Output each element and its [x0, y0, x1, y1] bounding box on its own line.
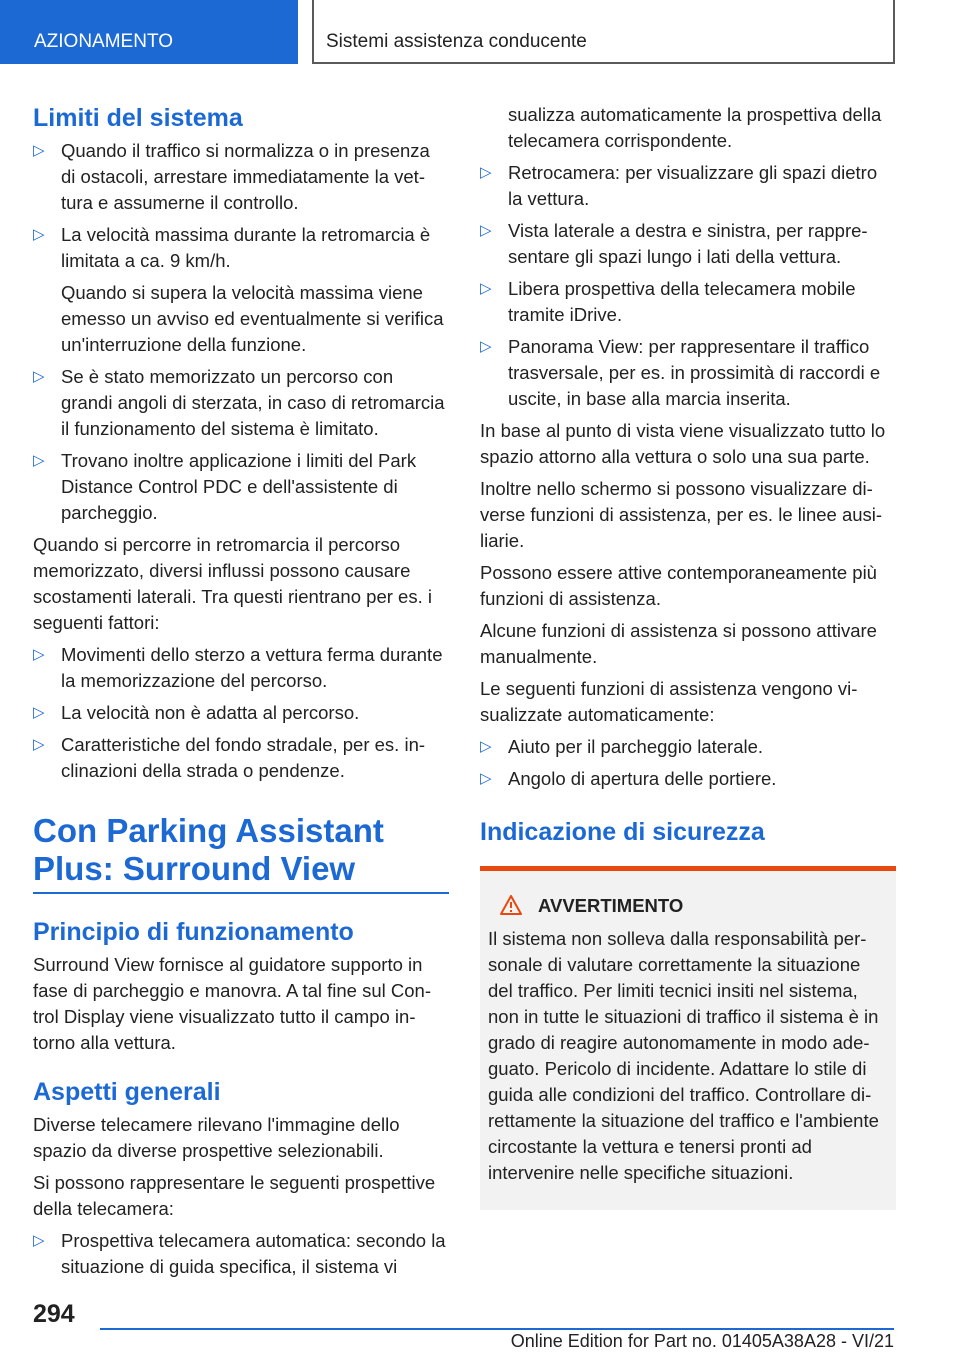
footer-divider — [100, 1328, 894, 1330]
list-item: ▷ Vista laterale a destra e sinistra, per rappresentare gli spazi lungo i lati della vettura. — [480, 220, 868, 267]
prospettive-list-start — [33, 1228, 449, 1280]
warning-box — [480, 866, 896, 1210]
triangle-bullet-icon: ▷ — [480, 770, 492, 787]
triangle-bullet-icon: ▷ — [480, 280, 492, 297]
aspetti-paragraph-1: Diverse telecamere rilevano l'immagine dello spazio da diverse prospettive selezionabili. — [33, 1114, 400, 1161]
list-item: ▷ Trovano inoltre applicazione i limiti del Park Distance Control PDC e dell'assistente di parcheggio. — [33, 450, 417, 523]
section-tab — [0, 0, 298, 64]
list-item: ▷ La velocità massima durante la retromarcia è limitata a ca. 9 km/h. Quando si supera la velocità massima viene emesso un avviso ed eventualmente si verifica un'interruzione della funzione. — [33, 222, 449, 358]
limiti-list — [33, 138, 449, 526]
section-label: AZIONAMENTO — [34, 31, 173, 52]
triangle-bullet-icon: ▷ — [33, 646, 45, 663]
list-item: ▷ Movimenti dello sterzo a vettura ferma durante la memorizzazione del percorso. — [33, 644, 443, 691]
page-number: 294 — [33, 1300, 75, 1328]
list-item-continuation: sualizza automaticamente la prospettiva della telecamera corrispondente. — [508, 104, 882, 151]
list-item: ▷ Panorama View: per rappresentare il traffico trasversale, per es. in prossimità di raccordi e uscite, in base alla marcia inserita. — [480, 336, 881, 409]
triangle-bullet-icon: ▷ — [480, 222, 492, 239]
limiti-heading: Limiti del sistema — [33, 104, 243, 132]
list-item: ▷ Angolo di apertura delle portiere. — [480, 766, 896, 792]
warning-text: Il sistema non solleva dalla responsabilità personale di valutare correttamente la situazione del traffico. Per limiti tecnici insiti nel sistema, non in tutte le situazioni di traffico il sistema è in grado di reagire autonomamente in modo adeguato. Pericolo di incidente. Adattare lo stile di guida alle condizioni del traffico. Controllare direttamente la situazione del traffico e l'ambiente circostante la vettura e tenersi pronti ad intervenire nelle specifiche situazioni. — [488, 928, 879, 1183]
list-item: ▷ Prospettiva telecamera automatica: secondo la situazione di guida specifica, il sistema vi — [33, 1230, 446, 1277]
right-column — [480, 102, 896, 1210]
triangle-bullet-icon: ▷ — [480, 164, 492, 181]
auto-list — [480, 734, 896, 792]
triangle-bullet-icon: ▷ — [33, 368, 45, 385]
triangle-bullet-icon: ▷ — [33, 452, 45, 469]
sicurezza-heading: Indicazione di sicurezza — [480, 818, 765, 846]
warning-header — [488, 893, 888, 922]
chapter-title-box — [312, 0, 895, 64]
paragraph: Possono essere attive contemporaneamente più funzioni di assistenza. — [480, 562, 877, 609]
main-heading: Con Parking Assistant Plus: Surround View — [33, 812, 449, 894]
left-column — [33, 102, 449, 1286]
list-item: ▷ Quando il traffico si normalizza o in presenza di ostacoli, arrestare immediatamente la vettura e assumerne il controllo. — [33, 140, 430, 213]
triangle-bullet-icon: ▷ — [480, 738, 492, 755]
prospettive-list — [480, 102, 896, 412]
list-item: ▷ Aiuto per il parcheggio laterale. — [480, 734, 896, 760]
paragraph: Alcune funzioni di assistenza si possono attivare manualmente. — [480, 620, 877, 667]
chapter-title: Sistemi assistenza conducente — [326, 31, 587, 52]
list-item: ▷ Caratteristiche del fondo stradale, per es. inclinazioni della strada o pendenze. — [33, 734, 426, 781]
triangle-bullet-icon: ▷ — [33, 736, 45, 753]
triangle-bullet-icon: ▷ — [33, 226, 45, 243]
list-item-continuation: Quando si supera la velocità massima viene emesso un avviso ed eventualmente si verifica un'interruzione della funzione. — [61, 282, 444, 355]
list-item: ▷ Libera prospettiva della telecamera mobile tramite iDrive. — [480, 278, 856, 325]
triangle-bullet-icon: ▷ — [480, 338, 492, 355]
triangle-bullet-icon: ▷ — [33, 1232, 45, 1249]
triangle-bullet-icon: ▷ — [33, 142, 45, 159]
edition-text: Online Edition for Part no. 01405A38A28 - VI/21 — [510, 1331, 894, 1351]
list-item: ▷ La velocità non è adatta al percorso. — [33, 700, 449, 726]
limiti-paragraph: Quando si percorre in retromarcia il percorso memorizzato, diversi influssi possono causare scostamenti laterali. Tra questi rientrano per es. i seguenti fattori: — [33, 534, 432, 633]
paragraph: In base al punto di vista viene visualizzato tutto lo spazio attorno alla vettura o solo una sua parte. — [480, 420, 886, 467]
aspetti-heading: Aspetti generali — [33, 1078, 221, 1106]
triangle-bullet-icon: ▷ — [33, 704, 45, 721]
principio-heading: Principio di funzionamento — [33, 918, 354, 946]
list-item: ▷ Se è stato memorizzato un percorso con grandi angoli di sterzata, in caso di retromarcia il funzionamento del sistema è limitato. — [33, 366, 445, 439]
paragraph: Inoltre nello schermo si possono visualizzare diverse funzioni di assistenza, per es. le linee ausiliarie. — [480, 478, 883, 551]
aspetti-paragraph-2: Si possono rappresentare le seguenti prospettive della telecamera: — [33, 1172, 436, 1219]
warning-triangle-icon — [500, 895, 522, 922]
list-item: ▷ Retrocamera: per visualizzare gli spazi dietro la vettura. — [480, 162, 878, 209]
principio-paragraph: Surround View fornisce al guidatore supporto in fase di parcheggio e manovra. A tal fine sul Control Display viene visualizzato tutto il campo intorno alla vettura. — [33, 954, 431, 1053]
paragraph: Le seguenti funzioni di assistenza vengono visualizzate automaticamente: — [480, 678, 858, 725]
fattori-list — [33, 642, 449, 784]
warning-title: AVVERTIMENTO — [538, 895, 684, 916]
